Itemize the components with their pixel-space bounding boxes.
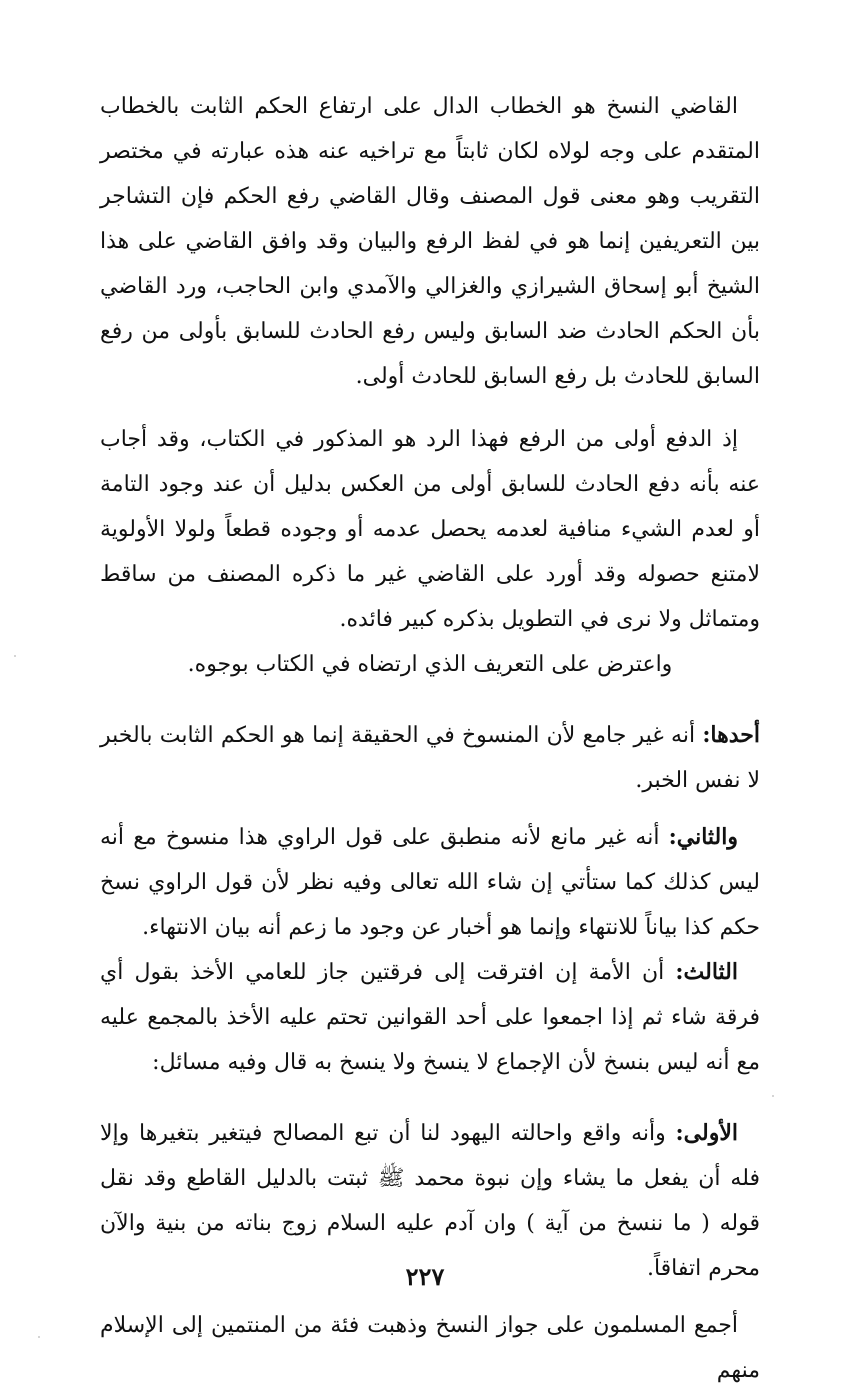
paragraph-1: القاضي النسخ هو الخطاب الدال على ارتفاع الحكم الثابت بالخطاب المتقدم على وجه لولاه لكان ثابتاً مع تراخيه عنه هذه عبارته في مختصر التقريب وهو معنى قول المصنف وقال القاضي رفع الحكم فإن التشاجر بين التعريفين إنما هو في لفظ الرفع والبيان وقد وافق القاضي على هذا الشيخ أبو إسحاق الشيرازي والغزالي والآمدي وابن الحاجب، ورد القاضي بأن الحكم الحادث ضد السابق وليس رفع الحادث للسابق بأولى من رفع السابق للحادث بل رفع السابق للحادث أولى. <box>100 94 761 389</box>
page-number: ٢٢٧ <box>405 1262 445 1291</box>
scan-speck <box>14 655 16 657</box>
page-body <box>100 84 760 1393</box>
second-objection-label: والثاني: <box>668 824 738 850</box>
second-objection-text: أنه غير مانع لأنه منطبق على قول الراوي هذا منسوخ مع أنه ليس كذلك كما ستأتي إن شاء الله تعالى وفيه نظر لأن قول الراوي نسخ حكم كذا بياناً للانتهاء وإنما هو أخبار عن وجود ما زعم أنه بيان الانتهاء. <box>100 825 760 940</box>
first-objection-text: أنه غير جامع لأن المنسوخ في الحقيقة إنما هو الحكم الثابت بالخبر لا نفس الخبر. <box>100 723 760 793</box>
first-issue-label: الأولى: <box>675 1120 738 1146</box>
third-objection-label: الثالث: <box>675 959 738 985</box>
paragraph-first-objection <box>100 713 760 803</box>
third-objection-text: أن الأمة إن افترقت إلى فرقتين جاز للعامي الأخذ بقول أي فرقة شاء ثم إذا اجمعوا على أحد القوانين تحتم عليه الأخذ بالمجمع عليه مع أنه ليس بنسخ لأن الإجماع لا ينسخ ولا ينسخ به قال وفيه مسائل: <box>100 960 760 1075</box>
paragraph-8: أجمع المسلمون على جواز النسخ وذهبت فئة من المنتمين إلى الإسلام منهم <box>100 1313 760 1383</box>
scan-speck <box>772 1095 774 1097</box>
paragraph-2: إذ الدفع أولى من الرفع فهذا الرد هو المذكور في الكتاب، وقد أجاب عنه بأنه دفع الحادث للسابق أولى من العكس بدليل أن عند وجود التامة أو لعدم الشيء منافية لعدمه يحصل عدمه أو وجوده قطعاً ولولا الأولوية لامتنع حصوله وقد أورد على القاضي غير ما ذكره المصنف من ساقط ومتماثل ولا نرى في التطويل بذكره كبير فائده. <box>100 427 760 632</box>
paragraph-3: واعترض على التعريف الذي ارتضاه في الكتاب بوجوه. <box>187 652 673 677</box>
scan-speck <box>38 1336 40 1338</box>
first-objection-label: أحدها: <box>702 722 760 748</box>
first-issue-text: وأنه واقع واحالته اليهود لنا أن تبع المصالح فيتغير بتغيرها وإلا فله أن يفعل ما يشاء وإن نبوة محمد ﷺ ثبتت بالدليل القاطع وقد نقل قوله ( ما ننسخ من آية ) وان آدم عليه السلام زوج بناته من بنية والآن محرم اتفاقاً. <box>100 1121 760 1281</box>
paragraph-third-objection <box>100 950 760 1085</box>
paragraph-second-objection <box>100 815 760 950</box>
